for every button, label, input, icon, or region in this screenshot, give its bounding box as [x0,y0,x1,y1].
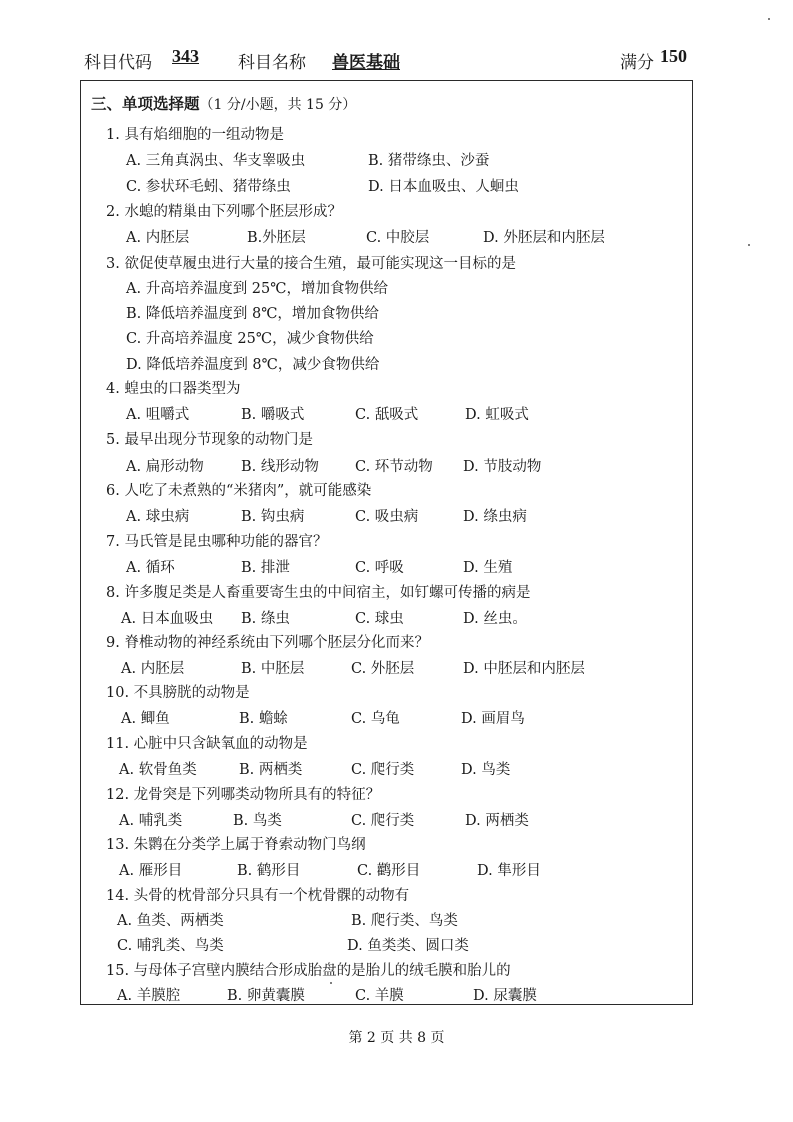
option-b: B. 两栖类 [239,762,303,778]
question-box [80,80,693,1005]
subject-name-label: 科目名称 [238,53,306,73]
question-stem: 2. 水螅的精巢由下列哪个胚层形成？ [106,204,342,220]
option-b: B. 爬行类、鸟类 [351,913,458,929]
question-stem: 1. 具有焰细胞的一组动物是 [106,127,284,143]
option-c: C. 外胚层 [351,661,415,677]
option-b: B. 排泄 [241,560,290,576]
subject-code-label: 科目代码 [84,53,152,73]
scan-speck [748,244,750,246]
question-stem: 3. 欲促使草履虫进行大量的接合生殖，最可能实现这一目标的是 [106,256,516,272]
option-d: D. 画眉鸟 [461,711,525,727]
option-c: C. 哺乳类、鸟类 [117,938,224,954]
option-c: C. 环节动物 [355,459,433,475]
option-d: D. 绦虫病 [463,509,527,525]
option-a: A. 软骨鱼类 [119,762,197,778]
option-b: B. 蟾蜍 [239,711,288,727]
question-stem: 15. 与母体子宫壁内膜结合形成胎盘的是胎儿的绒毛膜和胎儿的 [106,963,511,979]
option-b: B.外胚层 [247,230,306,246]
option-d: D. 尿囊膜 [473,988,537,1004]
option-d: D. 两栖类 [465,813,529,829]
option-a: A. 雁形目 [119,863,183,879]
option-d: D. 中胚层和内胚层 [463,661,585,677]
question-stem: 7. 马氏管是昆虫哪种功能的器官？ [106,534,328,550]
option-a: A. 循环 [126,560,175,576]
option-a: A. 日本血吸虫 [121,611,214,627]
question-stem: 11. 心脏中只含缺氧血的动物是 [106,736,308,752]
option-a: A. 咀嚼式 [126,407,190,423]
exam-header [84,46,698,76]
option-d: D. 鱼类类、圆口类 [347,938,469,954]
page-number: 第 2 页 共 8 页 [348,1030,445,1046]
option-a: A. 内胚层 [126,230,190,246]
scan-speck [330,982,332,984]
option-a: A. 羊膜腔 [117,988,181,1004]
option-c: C. 呼吸 [355,560,404,576]
option-c: C. 爬行类 [351,813,415,829]
option-d: D. 丝虫。 [463,611,527,627]
subject-name: 兽医基础 [332,53,400,73]
option-d: D. 虹吸式 [465,407,529,423]
option-b: B. 猪带绦虫、沙蚕 [368,153,490,169]
option-d: D. 日本血吸虫、人蛔虫 [368,179,519,195]
question-stem: 14. 头骨的枕骨部分只具有一个枕骨髁的动物有 [106,888,410,904]
section-heading: 三、单项选择题 [91,94,200,113]
option-c: C. 参状环毛蚓、猪带绦虫 [126,179,291,195]
question-stem: 9. 脊椎动物的神经系统由下列哪个胚层分化而来？ [106,635,429,651]
option-d: D. 鸟类 [461,762,511,778]
option-a: A. 三角真涡虫、华支睾吸虫 [126,153,306,169]
scan-speck [768,18,770,20]
full-score-label: 满分 [620,53,654,73]
option-a: A. 内胚层 [121,661,185,677]
section-note: （1 分/小题，共 15 分） [199,97,357,113]
option-c: C. 升高培养温度 25℃，减少食物供给 [126,331,374,347]
option-d: D. 隼形目 [477,863,541,879]
option-b: B. 降低培养温度到 8℃，增加食物供给 [126,306,379,322]
option-c: C. 球虫 [355,611,404,627]
option-c: C. 舐吸式 [355,407,419,423]
option-c: C. 中胶层 [366,230,430,246]
subject-code: 343 [172,46,199,66]
option-b: B. 钩虫病 [241,509,305,525]
question-stem: 5. 最早出现分节现象的动物门是 [106,432,313,448]
option-b: B. 中胚层 [241,661,305,677]
option-c: C. 鹳形目 [357,863,421,879]
option-b: B. 卵黄囊膜 [227,988,305,1004]
option-c: C. 爬行类 [351,762,415,778]
section-title [91,92,356,114]
question-stem: 12. 龙骨突是下列哪类动物所具有的特征？ [106,787,381,803]
option-a: A. 鱼类、两栖类 [117,913,224,929]
question-stem: 13. 朱鹮在分类学上属于脊索动物门鸟纲 [106,837,366,853]
option-d: D. 生殖 [463,560,513,576]
full-score: 150 [660,46,687,66]
option-a: A. 哺乳类 [119,813,183,829]
option-a: A. 球虫病 [126,509,190,525]
option-a: A. 鲫鱼 [121,711,170,727]
question-stem: 8. 许多腹足类是人畜重要寄生虫的中间宿主，如钉螺可传播的病是 [106,585,531,601]
question-stem: 10. 不具膀胱的动物是 [106,685,250,701]
option-a: A. 扁形动物 [126,459,204,475]
option-a: A. 升高培养温度到 25℃，增加食物供给 [126,281,388,297]
option-c: C. 吸虫病 [355,509,419,525]
option-b: B. 鹤形目 [237,863,301,879]
option-c: C. 乌龟 [351,711,400,727]
option-c: C. 羊膜 [355,988,404,1004]
option-d: D. 降低培养温度到 8℃，减少食物供给 [126,357,380,373]
option-b: B. 绦虫 [241,611,290,627]
question-stem: 4. 蝗虫的口器类型为 [106,381,241,397]
question-stem: 6. 人吃了未煮熟的“米猪肉”，就可能感染 [106,483,372,499]
option-d: D. 外胚层和内胚层 [483,230,605,246]
option-b: B. 鸟类 [233,813,282,829]
option-b: B. 线形动物 [241,459,319,475]
option-d: D. 节肢动物 [463,459,542,475]
option-b: B. 嚼吸式 [241,407,305,423]
